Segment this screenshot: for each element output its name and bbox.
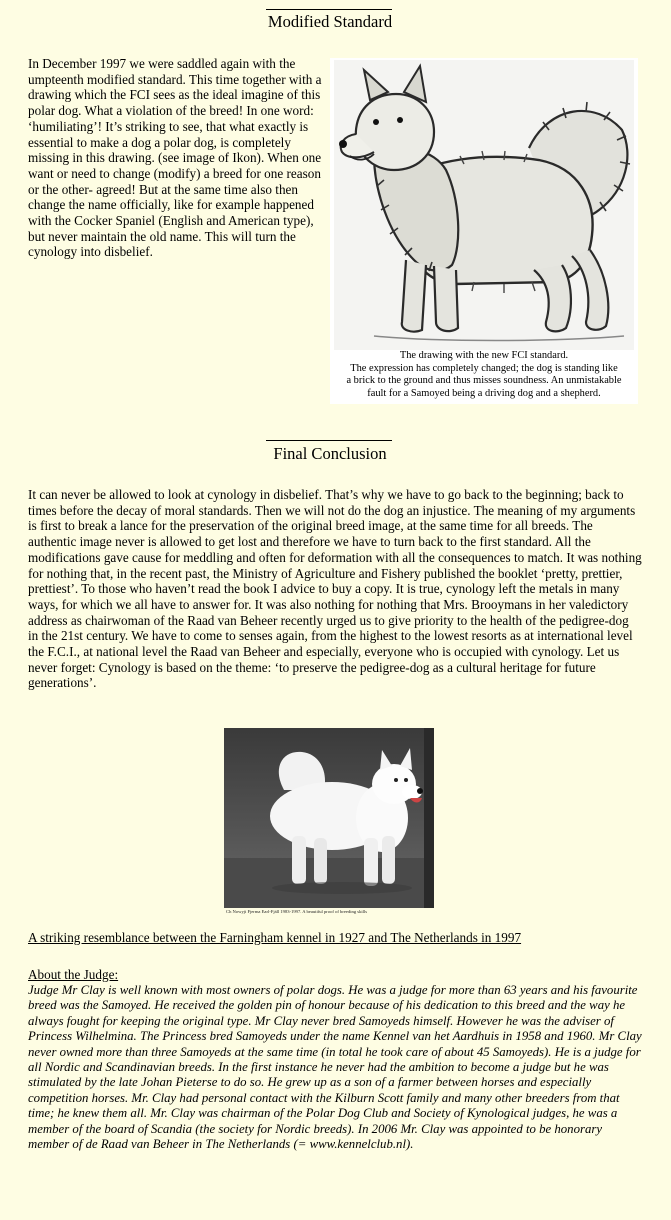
about-judge-heading: About the Judge: [28,967,119,982]
modified-standard-paragraph: In December 1997 we were saddled again with the umpteenth modified standard. This time together with a drawing which the FCI sees as the ideal imagine of this polar dog. What a violation of the breed! In one word: ‘humiliating’! It’s striking to see, that what exactly is essential to make a dog a polar dog, is completely missing in this drawing. (see image of Ikon). When one want or need to change (modify) a breed for one reason or the other- agreed! But at the same time also then change the name officially, like for example happened with the Cocker Spaniel (English and American type), but never maintain the old name. This will turn the cynology into disbelief. [28,56,322,260]
fci-drawing-figure [330,58,638,404]
samoyed-photo-icon [224,728,434,908]
drawing-caption-line-2: The expression has completely changed; the dog is standing like [350,362,618,374]
section-divider-middle [266,440,392,441]
modified-standard-title: Modified Standard [267,12,393,31]
final-conclusion-paragraph: It can never be allowed to look at cynology in disbelief. That’s why we have to go back to the beginning; back to times before the decay of moral standards. Then we will not do the dog an injustice. The meaning of my arguments is first to break a lance for the preservation of the original breed image, at the same time for all breeds. The authentic image never is allowed to get lost and therefore we have to turn back to the first standard. All the modifications gave cause for meddling and often for deformation with all the consequences to match. It was nothing for nothing that, in the recent past, the Ministry of Agriculture and Fishery published the booklet ‘pretty, prettier, prettiest’. To those who haven’t read the book I advice to buy a copy. It is true, cynology left the metals in many ways, for which we all have to answer for. It was also nothing for nothing that Mrs. Brooymans in her valedictory address as chairwoman of the Raad van Beheer recently urged us to give priority to the health of the pedigree-dog in the 21st century. We have to come to senses again, from the highest to the lowest resorts as at international level the F.C.I., at national level the Raad van Beheer and especially, everyone who is occupied with cynology. Let us never forget: Cynology is based on the theme: ‘to preserve the pedigree-dog as a cultural heritage for future generations’. [28,487,642,691]
drawing-caption-line-3: a brick to the ground and thus misses soundness. An unmistakable [346,375,622,386]
drawing-caption [330,350,638,400]
about-judge-text: Judge Mr Clay is well known with most owners of polar dogs. He was a judge for more than 63 years and his favourite breed was the Samoyed. He received the golden pin of honour because of his dedication to this breed and the way he always fought for keeping the original type. Mr Clay never bred Samoyeds himself. However he was the adviser of Princess Wilhelmina. The Princess bred Samoyeds under the name Kennel van het Aardhuis in 1958 and 1960. Mr Clay never owned more than three Samoyeds at the same time (in total he took care of about 45 Samoyeds). He is a judge for all Nordic and Scandinavian breeds. In the first instance he never had the ambition to become a judge but he was stimulated by the late Johan Pieterse to do so. He grew up as a son of a farmer between horses and especially competition horses. Mr. Clay had personal contact with the Kilburn Scott family and many other breeders from that time; he knew them all. Mr. Clay was chairman of the Polar Dog Club and Society of Kynological judges, he was a member of the board of Scandia (the society for Nordic breeds). In 2006 Mr. Clay was appointed to be honorary member of de Raad van Beheer in The Netherlands (= www.kennelclub.nl). [28,983,642,1152]
final-conclusion-title: Final Conclusion [273,444,387,463]
section-divider-top [266,9,392,10]
drawing-caption-line-4: fault for a Samoyed being a driving dog and a shepherd. [367,387,601,399]
drawing-caption-line-1: The drawing with the new FCI standard. [399,350,569,361]
samoyed-photo-figure [224,728,434,920]
samoyed-drawing-icon [334,60,634,350]
resemblance-line: A striking resemblance between the Farningham kennel in 1927 and The Netherlands in 1997 [28,930,522,945]
photo-caption: Ch Nowyji Fjerma Earl-Fjäll 1983-1997. A beautiful proof of breeding skills [226,909,367,914]
